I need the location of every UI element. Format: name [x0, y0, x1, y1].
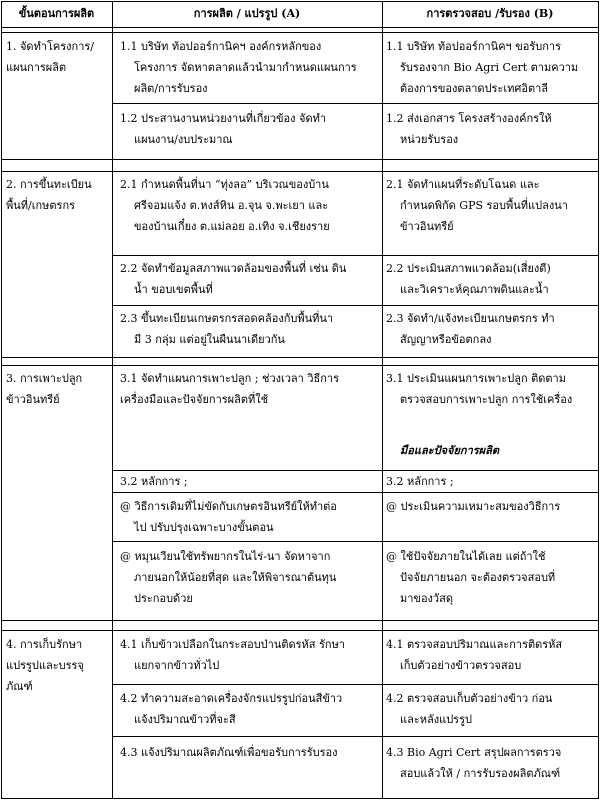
step-3-2-production: 3.2 หลักการ ; — [120, 475, 188, 488]
step-1-1-inspection: 1.1 บริษัท ท้อปออร์กานิคฯ ขอรับการ รับรองจาก Bio Agri Cert ตามความ ต้องการของตลาดประเทศอิตาลี — [386, 40, 579, 95]
step-1-2-inspection: 1.2 ส่งเอกสาร โครงสร้างองค์กรให้ หน่วยรับรอง — [386, 112, 552, 146]
header-inspection-certification: การตรวจสอบ /รับรอง (B) — [426, 7, 554, 20]
step-2-2-production: 2.2 จัดทำข้อมูลสภาพแวดล้อมของพื้นที่ เช่น ดิน น้ำ ขอบเขตพื้นที่ — [120, 262, 347, 296]
step-3-1-inspection-continued: มือและปัจจัยการผลิต — [400, 444, 499, 457]
step-2-3-inspection: 2.3 จัดทำ/แจ้งทะเบียนเกษตรกร ทำ สัญญาหรือข้อตกลง — [386, 312, 555, 346]
step-4-2-production: 4.2 ทำความสะอาดเครื่องจักรแปรรูปก่อนสีข้าว แจ้งปริมาณข้าวที่จะสี — [120, 692, 343, 726]
step-3-2-production-point-2: @ หมุนเวียนใช้ทรัพยากรในไร่-นา จัดหาจาก ภายนอกให้น้อยที่สุด และให้พิจารณาต้นทุน ประกอบด้วย — [120, 550, 337, 605]
step-4-2-inspection: 4.2 ตรวจสอบเก็บตัวอย่างข้าว ก่อน และหลังแปรรูป — [386, 692, 553, 726]
step-4-3-inspection: 4.3 Bio Agri Cert สรุปผลการตรวจ สอบแล้วให้ / การรับรองผลิตภัณฑ์ — [386, 746, 562, 780]
step-4-1-production: 4.1 เก็บข้าวเปลือกในกระสอบป่านติดรหัส รักษา แยกจากข้าวทั่วไป — [120, 638, 346, 672]
step-3-1-production: 3.1 จัดทำแผนการเพาะปลูก ; ช่วงเวลา วิธีการ เครื่องมือและปัจจัยการผลิตที่ใช้ — [120, 372, 339, 406]
step-1-2-production: 1.2 ประสานงานหน่วยงานที่เกี่ยวข้อง จัดทำ แผนงาน/งบประมาณ — [120, 112, 327, 146]
header-production-processing: การผลิต / แปรรูป (A) — [193, 7, 301, 20]
step-2-3-production: 2.3 ขึ้นทะเบียนเกษตรกรสอดคล้องกับพื้นที่นา มี 3 กลุ่ม แต่อยู่ในผืนนาเดียวกัน — [120, 312, 334, 346]
step-4-1-inspection: 4.1 ตรวจสอบปริมาณและการติดรหัส เก็บตัวอย่างข้าวตรวจสอบ — [386, 638, 563, 672]
header-production-step: ขั้นตอนการผลิต — [18, 7, 95, 20]
step-2-1-inspection: 2.1 จัดทำแผนที่ระดับโฉนด และ กำหนดพิกัด GPS รอบพื้นที่แปลงนา ข้าวอินทรีย์ — [386, 178, 568, 233]
step-3-1-inspection: 3.1 ประเมินแผนการเพาะปลูก ติดตาม ตรวจสอบการเพาะปลูก การใช้เครื่อง — [386, 372, 573, 406]
step-3-label: 3. การเพาะปลูก ข้าวอินทรีย์ — [6, 372, 83, 406]
step-2-2-inspection: 2.2 ประเมินสภาพแวดล้อม(เสี่ยงดี) และวิเคราะห์คุณภาพดินและน้ำ — [386, 262, 551, 296]
step-4-3-production: 4.3 แจ้งปริมาณผลิตภัณฑ์เพื่อขอรับการรับรอง — [120, 746, 338, 759]
step-2-label: 2. การขึ้นทะเบียน พื้นที่/เกษตรกร — [6, 178, 92, 212]
step-1-label: 1. จัดทำโครงการ/ แผนการผลิต — [6, 40, 95, 74]
step-3-2-inspection: 3.2 หลักการ ; — [386, 475, 454, 488]
step-3-2-inspection-point-2: @ ใช้ปัจจัยภายในได้เลย แต่ถ้าใช้ ปัจจัยภายนอก จะต้องตรวจสอบที่ มาของวัสดุ — [386, 550, 556, 605]
step-3-2-inspection-point-1: @ ประเมินความเหมาะสมของวิธีการ — [386, 500, 561, 513]
step-1-1-production: 1.1 บริษัท ท้อปออร์กานิคฯ องค์กรหลักของ โครงการ จัดหาตลาดแล้วนำมากำหนดแผนการ ผลิต/การรับรอง — [120, 40, 357, 95]
step-3-2-production-point-1: @ วิธีการเดิมที่ไม่ขัดกับเกษตรอินทรีย์ให้ทำต่อ ไป ปรับปรุงเฉพาะบางขั้นตอน — [120, 500, 337, 534]
step-2-1-production: 2.1 กำหนดพื้นที่นา “ทุ่งลอ” บริเวณของบ้าน ศรีจอมแจ้ง ต.หงส์หิน อ.จุน จ.พะเยา และ ของบ้านเกี๋ยง ต.แม่ลอย อ.เทิง จ.เชียงราย — [120, 178, 330, 233]
step-4-label: 4. การเก็บรักษา แปรรูปและบรรจุ ภัณฑ์ — [6, 638, 84, 693]
